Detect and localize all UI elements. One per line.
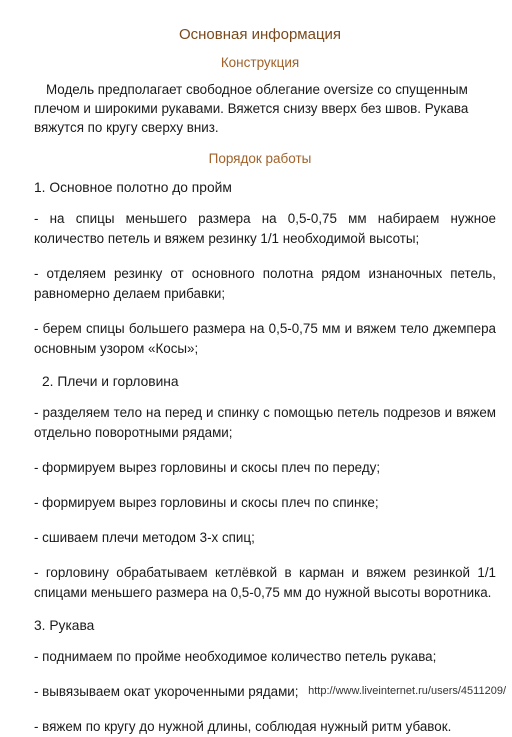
section-heading-sleeves: 3. Рукава <box>34 618 95 633</box>
list-item: - горловину обрабатываем кетлёвкой в карман и вяжем резинкой 1/1 спицами меньшего размера на 0,5-0,75 мм до нужной высоты воротника. <box>34 565 496 600</box>
list-item: - сшиваем плечи методом 3-х спиц; <box>34 530 255 545</box>
list-item: - вяжем по кругу до нужной длины, соблюдая нужный ритм убавок. <box>34 719 452 734</box>
list-item: - формируем вырез горловины и скосы плеч по переду; <box>34 460 381 475</box>
watermark-url: http://www.liveinternet.ru/users/4511209/ <box>308 685 506 697</box>
list-item: - формируем вырез горловины и скосы плеч по спинке; <box>34 495 379 510</box>
work-order-heading: Порядок работы <box>208 151 312 166</box>
list-item: - на спицы меньшего размера на 0,5-0,75 мм набираем нужное количество петель и вяжем резинку 1/1 необходимой высоты; <box>34 211 496 246</box>
list-item: - берем спицы большего размера на 0,5-0,75 мм и вяжем тело джемпера основным узором «Косы»; <box>34 321 496 356</box>
list-item: - вывязываем окат укороченными рядами; <box>34 684 299 699</box>
list-item: - поднимаем по пройме необходимое количество петель рукава; <box>34 649 437 664</box>
construction-text: Модель предполагает свободное облегание oversize со спущенным плечом и широкими рукавами. Вяжется снизу вверх без швов. Рукава вяжутся по кругу сверху вниз. <box>34 82 469 135</box>
section-heading-shoulders: 2. Плечи и горловина <box>42 374 179 389</box>
section-heading-body: 1. Основное полотно до пройм <box>34 180 232 195</box>
list-item: - отделяем резинку от основного полотна рядом изнаночных петель, равномерно делаем прибавки; <box>34 266 496 301</box>
list-item: - разделяем тело на перед и спинку с помощью петель подрезов и вяжем отдельно поворотными рядами; <box>34 405 496 440</box>
page-title: Основная информация <box>178 26 342 43</box>
construction-heading: Конструкция <box>220 55 300 70</box>
